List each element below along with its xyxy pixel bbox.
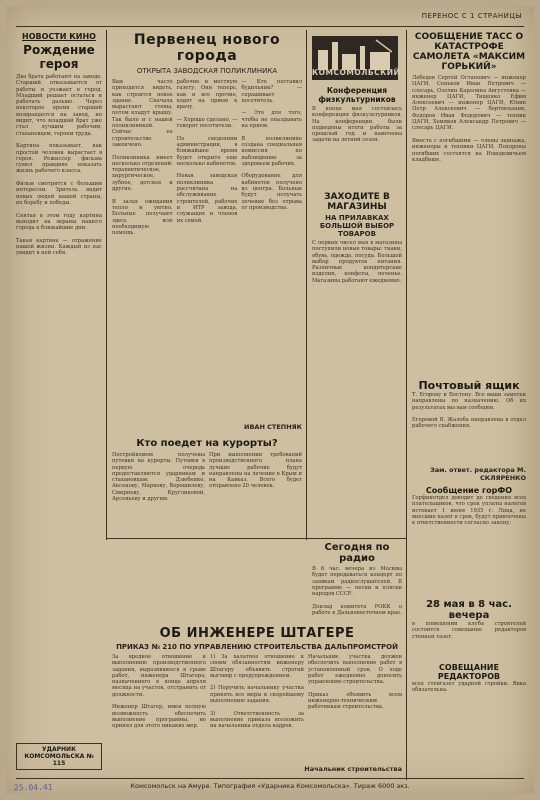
article-title: Сегодня по радио [324, 542, 390, 564]
article-body: В конце мая состоялась конференция физкультурников. На конференции были подведены итоги работы за прошлый год и намечены задачи на летний сезон. [312, 106, 404, 144]
article-body: Два брата работают на заводе. Старший отказывается от работы и уезжает в город. Младший решает остаться и работать дальше. Через некоторое время старший возвращается на завод, но видит, что младший брат уже стал лучшим рабочим, стахановцем, героем труда. Картина показывает, как простой человек вырастает в героя. Режиссер фильма сумел правдиво показать жизнь рабочего класса. Фильм смотрится с большим интересом. Зритель видит новых людей нашей страны, их борьбу и победы. Снятая в этом году картина выходит на экраны нашего города в ближайшие дни. Такая картина — отражение нашей жизни. Каждый из нас увидит в ней себя. [16, 74, 102, 257]
article-title: Рождение героя [23, 43, 95, 71]
announcement-body: в помещении клуба строителей состоится совещание редакторов стенных газет. [412, 621, 528, 640]
announcement-date: 28 мая в 8 час. вечера [426, 599, 512, 621]
article-signature: Начальник строительства [304, 765, 402, 773]
article-body-col-b: 1) За халатное отношение к своим обязанностям инженеру Штагеру объявить строгий выговор с предупреждением. 2) Поручить начальнику участка принять все меры к скорейшему выполнению задания. 3) Ответственность за выполнение приказа возложить на начальника отдела кадров. [210, 654, 304, 730]
column-rule-3 [406, 30, 407, 780]
article-title: Первенец нового города [133, 32, 281, 64]
article-body-col-a: Постройкомом получены путевки на курорты. Путевки в первую очередь предоставляются ударникам и стахановцам: Дзюбенко, Аксенову, Маркову, Ворошилову, Смирнову, Кругликовой, Арсеньеву и другим. [112, 452, 207, 503]
postbox-body: Т. Егорову и Бостону. Все ваши заметки направлены по назначению. Об их результатах мы вам сообщим. Егоровой В. Жалоба направлена в отдел рабочего снабжения. [412, 392, 526, 430]
meeting-body: всех стенгазет ударной стройки. Явка обязательна. [412, 681, 528, 694]
issue-box: УДАРНИК КОМСОМОЛЬСКА № 115 [16, 743, 102, 770]
meeting-title: СОВЕЩАНИЕ РЕДАКТОРОВ [437, 663, 501, 681]
tass-body: Лебедев Сергей Остапович — инженер ЦАГИ, Сеньков Иван Петрович — слесарь, Озолин Каролина Августовна — инженер ЦАГИ, Тищенко Ефим Алексеевич — инженер ЦАГИ, Юнин Петр Алексеевич — бортмеханик, Федоров Иван Федорович — техник ЦАГИ, Хомяков Александр Петрович — слесарь ЦАГИ. Вместе с погибшими — члены экипажа, инженеры и техники ЦАГИ. Похороны погибших состоятся на Новодевичьем кладбище. [412, 75, 526, 163]
article-title: ОБ ИНЖЕНЕРЕ ШТАГЕРЕ [159, 626, 355, 641]
komsomolsk-logo [312, 36, 401, 80]
article-body-col-b: При выполнении требований производственного плана лучшие рабочие будут направлены на лечение в Крым и на Кавказ. Всего будет отправлено 20 человек. [209, 452, 304, 490]
bottom-article [112, 626, 402, 776]
article-body-col-c: — Кто поставил будильник? — спрашивает посетитель. — Это для того, чтобы не опаздывать на прием. В поликлинике создана специальная комиссия по наблюдению за здоровьем рабочих. Оборудование для кабинетов получено из центра. Больные будут получать лечение без отрыва от производства. [241, 79, 303, 211]
gorfo-body: Горфинотдел доводит до сведения всех плательщиков, что срок уплаты налогов истекает 1 июня 1935 г. Лица, не внесшие налог в срок, будут привлечены к ответственности согласно закону. [412, 495, 528, 527]
article-body-col-a: Вам часто приходится видеть, как строится новое здание. Сначала вырастают стены, потом кладут крышу. Так было и с нашей поликлиникой. Сейчас ее строительство закончено. Поликлиника имеет несколько отделений: терапевтическое, хирургическое, зубное, детское и другие. В залах ожидания тепло и уютно. Больные получают здесь всю необходимую помощь. [112, 79, 173, 237]
imprint-footer: Комсомольск на Амуре. Типография «Ударника Комсомольска». Тираж 6000 экз. [130, 782, 410, 790]
gorfo-title: Сообщение горФО [425, 486, 513, 495]
section-heading-cinema: НОВОСТИ КИНО [22, 32, 96, 41]
skyline-icon [312, 36, 398, 70]
article-title-shops: ЗАХОДИТЕ В МАГАЗИНЫ [324, 192, 390, 212]
article-body-col-c: Начальник участка должен обеспечить выполнение работ в установленный срок. О ходе работ ежедневно доносить управлению строительства. Приказ объявить всем инженерно-техническим работникам строительства. [308, 654, 402, 711]
tass-title: СООБЩЕНИЕ ТАСС О КАТАСТРОФЕ САМОЛЕТА «МАКСИМ ГОРЬКИЙ» [412, 32, 526, 72]
logo-label: КОМСОМОЛЬСКИЙ [312, 68, 401, 77]
radio-column [312, 542, 402, 622]
article-subtitle-shops: НА ПРИЛАВКАХ БОЛЬШОЙ ВЫБОР ТОВАРОВ [319, 214, 395, 238]
column-rule-1 [106, 30, 107, 540]
article-body-col-b: рабочие и местную газету. Они теперь, как и все прочие, ходят на прием к врачу. — Хорошо сделано, — говорят посетители. По сведениям администрации, в ближайшее время будет открыто еще несколько кабинетов. Новая заводская поликлиника рассчитана на обслуживание строителей, рабочих и ИТР завода, служащих и членов их семей. [176, 79, 238, 224]
column-rule-2 [306, 30, 307, 540]
right-top-column [312, 86, 402, 536]
footer-rule [16, 778, 524, 779]
archive-stamp: 25.04.41 [13, 782, 53, 793]
newspaper-page [6, 6, 534, 794]
resort-article [112, 438, 302, 536]
article-body-shops: С первых чисел мая в магазины поступили новые товары: ткани, обувь, одежда, посуда. Большой выбор продуктов питания. Различные кондитерские изделия, конфеты, печенье. Магазины работают ежедневно. [312, 240, 404, 284]
editor-signature: Зам. ответ. редактора М. СКЛЯРЕНКО [430, 466, 526, 482]
article-signature: ИВАН СТЕПНЯК [244, 423, 302, 431]
top-rule [16, 26, 524, 27]
center-top-article [112, 32, 302, 432]
bottom-section-rule [106, 538, 406, 539]
left-column [16, 32, 102, 772]
article-subtitle: ПРИКАЗ № 210 ПО УПРАВЛЕНИЮ СТРОИТЕЛЬСТВА ДАЛЬПРОМСТРОЙ [116, 643, 398, 651]
continuation-note: ПЕРЕНОС С 1 СТРАНИЦЫ [421, 12, 522, 20]
far-right-column [412, 32, 526, 776]
article-title: Кто поедет на курорты? [136, 438, 278, 449]
article-title: Конференция физкультурников [318, 86, 396, 104]
article-subtitle: ОТКРЫТА ЗАВОДСКАЯ ПОЛИКЛИНИКА [136, 67, 278, 75]
article-body: В 8 час. вечера из Москвы будет передаваться концерт по заявкам радиослушателей. В программе — песни и пляски народов СССР. Доклад комитета РОКК о работе в Дальневосточном крае. [312, 566, 402, 617]
article-body-col-a: За вредное отношение к выполнению производственного задания, выразившееся в срыве работ, инженера Штагера, назначенного в конце апреля месяца на участок, отстранить от должности. Инженер Штагер, имея полную возможность обеспечить выполнение программы, не принял для этого никаких мер. [112, 654, 206, 730]
postbox-title: Почтовый ящик [418, 379, 520, 392]
